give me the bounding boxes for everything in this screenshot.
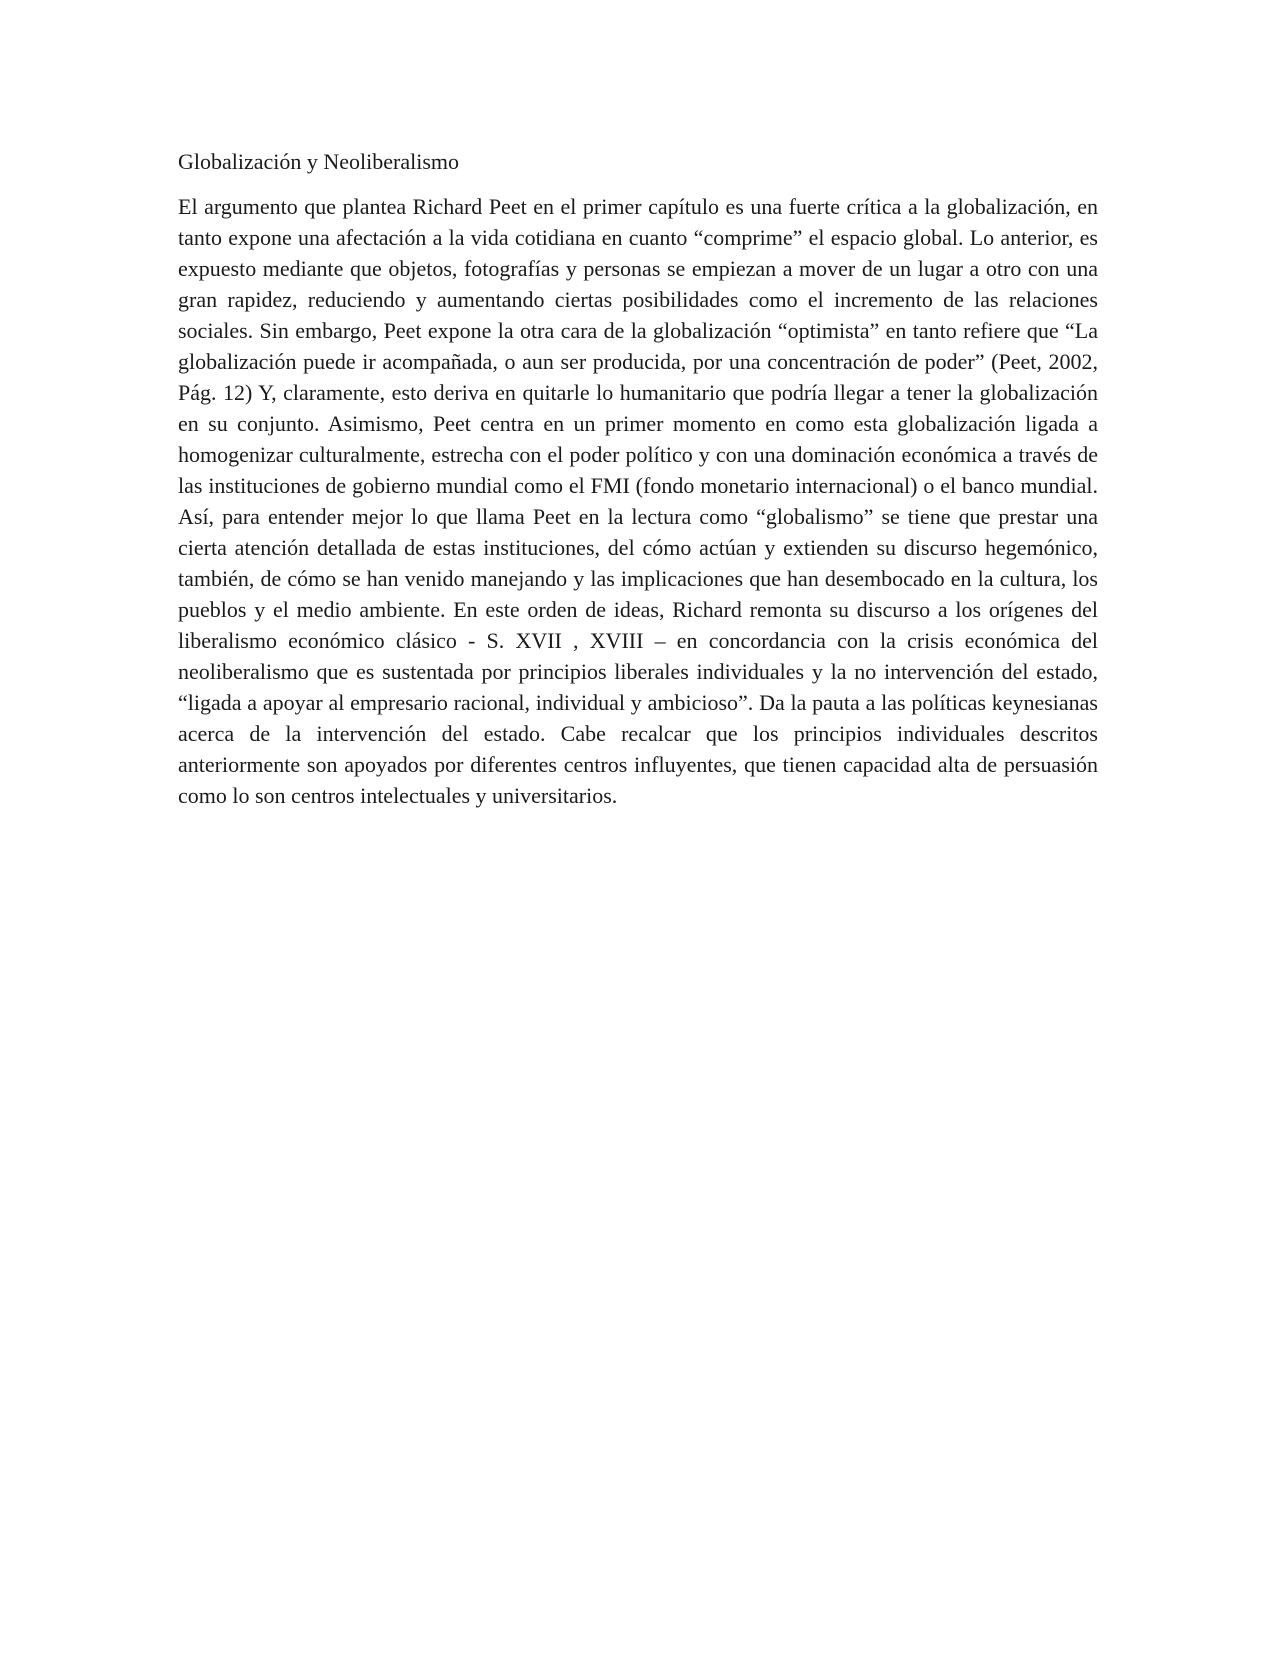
document-content: [178, 146, 1098, 811]
document-title: Globalización y Neoliberalismo: [178, 149, 460, 174]
document-body-paragraph: El argumento que plantea Richard Peet en el primer capítulo es una fuerte crítica a la globalización, en tanto expone una afectación a la vida cotidiana en cuanto “comprime” el espacio global. Lo anterior, es expuesto mediante que objetos, fotografías y personas se empiezan a mover de un lugar a otro con una gran rapidez, reduciendo y aumentando ciertas posibilidades como el incremento de las relaciones sociales. Sin embargo, Peet expone la otra cara de la globalización “optimista” en tanto refiere que “La globalización puede ir acompañada, o aun ser producida, por una concentración de poder” (Peet, 2002, Pág. 12) Y, claramente, esto deriva en quitarle lo humanitario que podría llegar a tener la globalización en su conjunto. Asimismo, Peet centra en un primer momento en como esta globalización ligada a homogenizar culturalmente, estrecha con el poder político y con una dominación económica a través de las instituciones de gobierno mundial como el FMI (fondo monetario internacional) o el banco mundial. Así, para entender mejor lo que llama Peet en la lectura como “globalismo” se tiene que prestar una cierta atención detallada de estas instituciones, del cómo actúan y extienden su discurso hegemónico, también, de cómo se han venido manejando y las implicaciones que han desembocado en la cultura, los pueblos y el medio ambiente. En este orden de ideas, Richard remonta su discurso a los orígenes del liberalismo económico clásico - S. XVII , XVIII – en concordancia con la crisis económica del neoliberalismo que es sustentada por principios liberales individuales y la no intervención del estado, “ligada a apoyar al empresario racional, individual y ambicioso”. Da la pauta a las políticas keynesianas acerca de la intervención del estado. Cabe recalcar que los principios individuales descritos anteriormente son apoyados por diferentes centros influyentes, que tienen capacidad alta de persuasión como lo son centros intelectuales y universitarios.: [178, 194, 1098, 808]
